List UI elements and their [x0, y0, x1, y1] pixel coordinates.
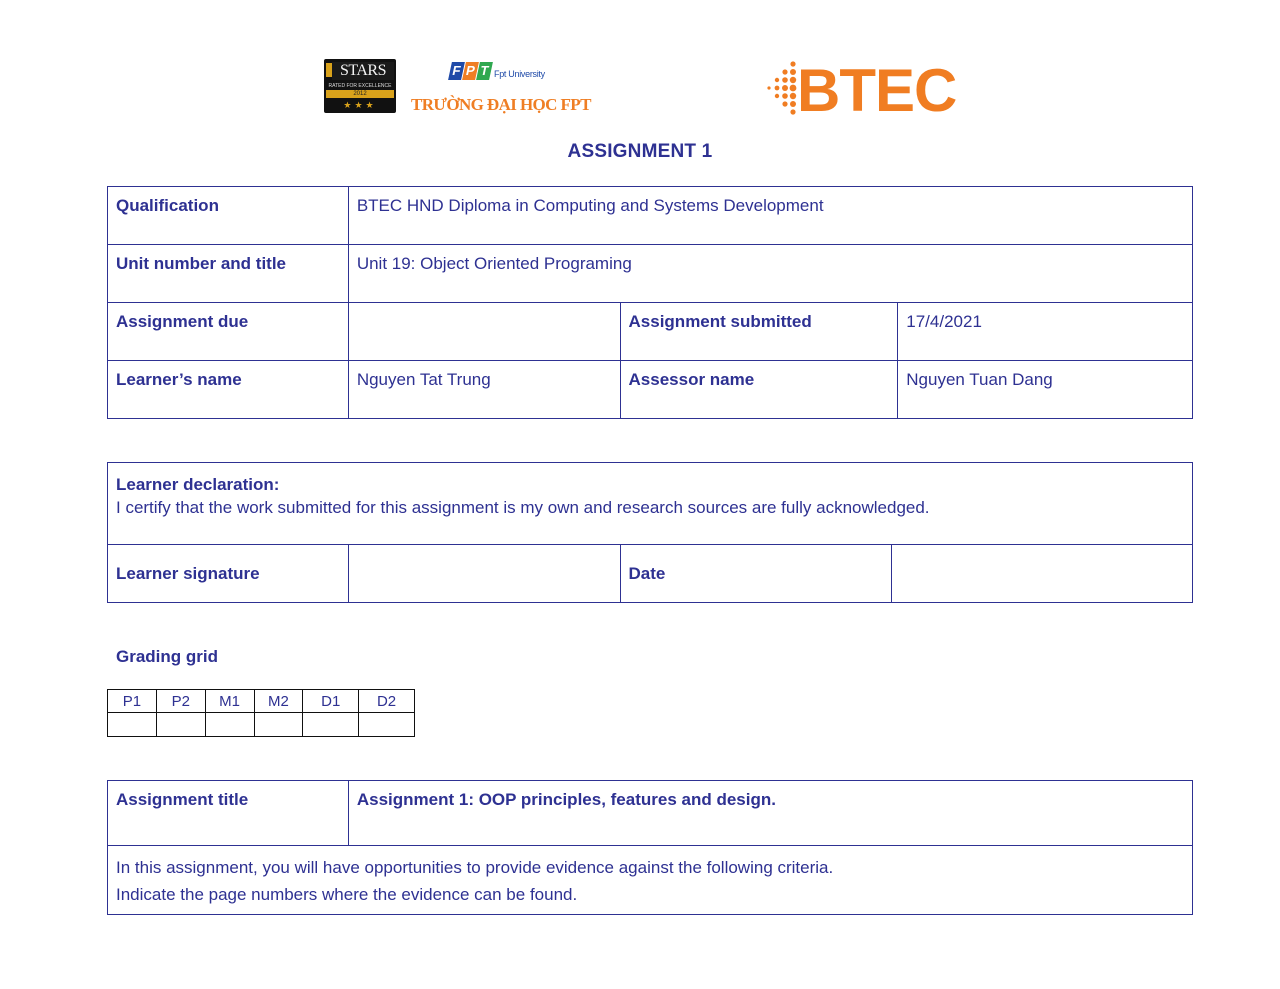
grading-header-d2: D2 [359, 690, 415, 713]
declaration-text: I certify that the work submitted for this assignment is my own and research sources are fully acknowledged. [116, 498, 930, 517]
grading-grid [107, 689, 415, 737]
grading-header-p1: P1 [108, 690, 157, 713]
grading-header-p2: P2 [156, 690, 205, 713]
grading-value-m1 [205, 713, 254, 737]
declaration-heading: Learner declaration: [116, 475, 280, 494]
assignment-submitted-value: 17/4/2021 [898, 303, 1193, 361]
grading-header-m1: M1 [205, 690, 254, 713]
grading-value-p1 [108, 713, 157, 737]
stars-logo-year: 2012 [326, 90, 394, 98]
unit-value: Unit 19: Object Oriented Programing [348, 245, 1192, 303]
qualification-label: Qualification [108, 187, 349, 245]
assignment-submitted-label: Assignment submitted [620, 303, 898, 361]
assessor-name-value: Nguyen Tuan Dang [898, 361, 1193, 419]
grading-value-p2 [156, 713, 205, 737]
grading-header-d1: D1 [303, 690, 359, 713]
grading-value-m2 [254, 713, 303, 737]
assignment-instruction-line: In this assignment, you will have opportunities to provide evidence against the following criteria. [116, 858, 834, 877]
page-title: ASSIGNMENT 1 [567, 141, 713, 162]
learner-name-value: Nguyen Tat Trung [348, 361, 620, 419]
fpt-logo-letter-f: F [448, 62, 465, 80]
learner-signature-label: Learner signature [108, 545, 349, 603]
grading-value-d1 [303, 713, 359, 737]
assignment-title-label: Assignment title [108, 781, 349, 846]
assignment-due-value [348, 303, 620, 361]
unit-label: Unit number and title [108, 245, 349, 303]
stars-logo-word: STARS [332, 62, 394, 80]
grading-value-d2 [359, 713, 415, 737]
assignment-instruction-line: Indicate the page numbers where the evidence can be found. [116, 885, 578, 904]
assignment-title-value: Assignment 1: OOP principles, features and design. [348, 781, 1192, 846]
btec-dots-icon [763, 60, 799, 118]
grading-header-m2: M2 [254, 690, 303, 713]
declaration-table [107, 462, 1193, 603]
fpt-university-label: Fpt University [494, 69, 545, 79]
learner-name-label: Learner’s name [108, 361, 349, 419]
stars-logo [324, 59, 396, 113]
fpt-school-name: TRƯỜNG ĐẠI HỌC FPT [411, 95, 591, 114]
fpt-logo-letter-t: T [476, 62, 493, 80]
assessor-name-label: Assessor name [620, 361, 898, 419]
assignment-due-label: Assignment due [108, 303, 349, 361]
stars-logo-stars: ★★★ [343, 100, 377, 110]
grading-grid-label: Grading grid [116, 647, 218, 666]
btec-logo-word: BTEC [797, 57, 957, 124]
qualification-value: BTEC HND Diploma in Computing and Systems Development [348, 187, 1192, 245]
assignment-info-table [107, 186, 1193, 419]
stars-logo-subtitle: RATED FOR EXCELLENCE [328, 83, 392, 89]
fpt-logo-letter-p: P [462, 62, 479, 80]
date-value [892, 545, 1193, 603]
assignment-title-table [107, 780, 1193, 915]
assignment-instructions [108, 846, 1193, 915]
declaration-cell [108, 463, 1193, 545]
date-label: Date [620, 545, 892, 603]
fpt-logo [450, 60, 494, 84]
learner-signature-value [348, 545, 620, 603]
